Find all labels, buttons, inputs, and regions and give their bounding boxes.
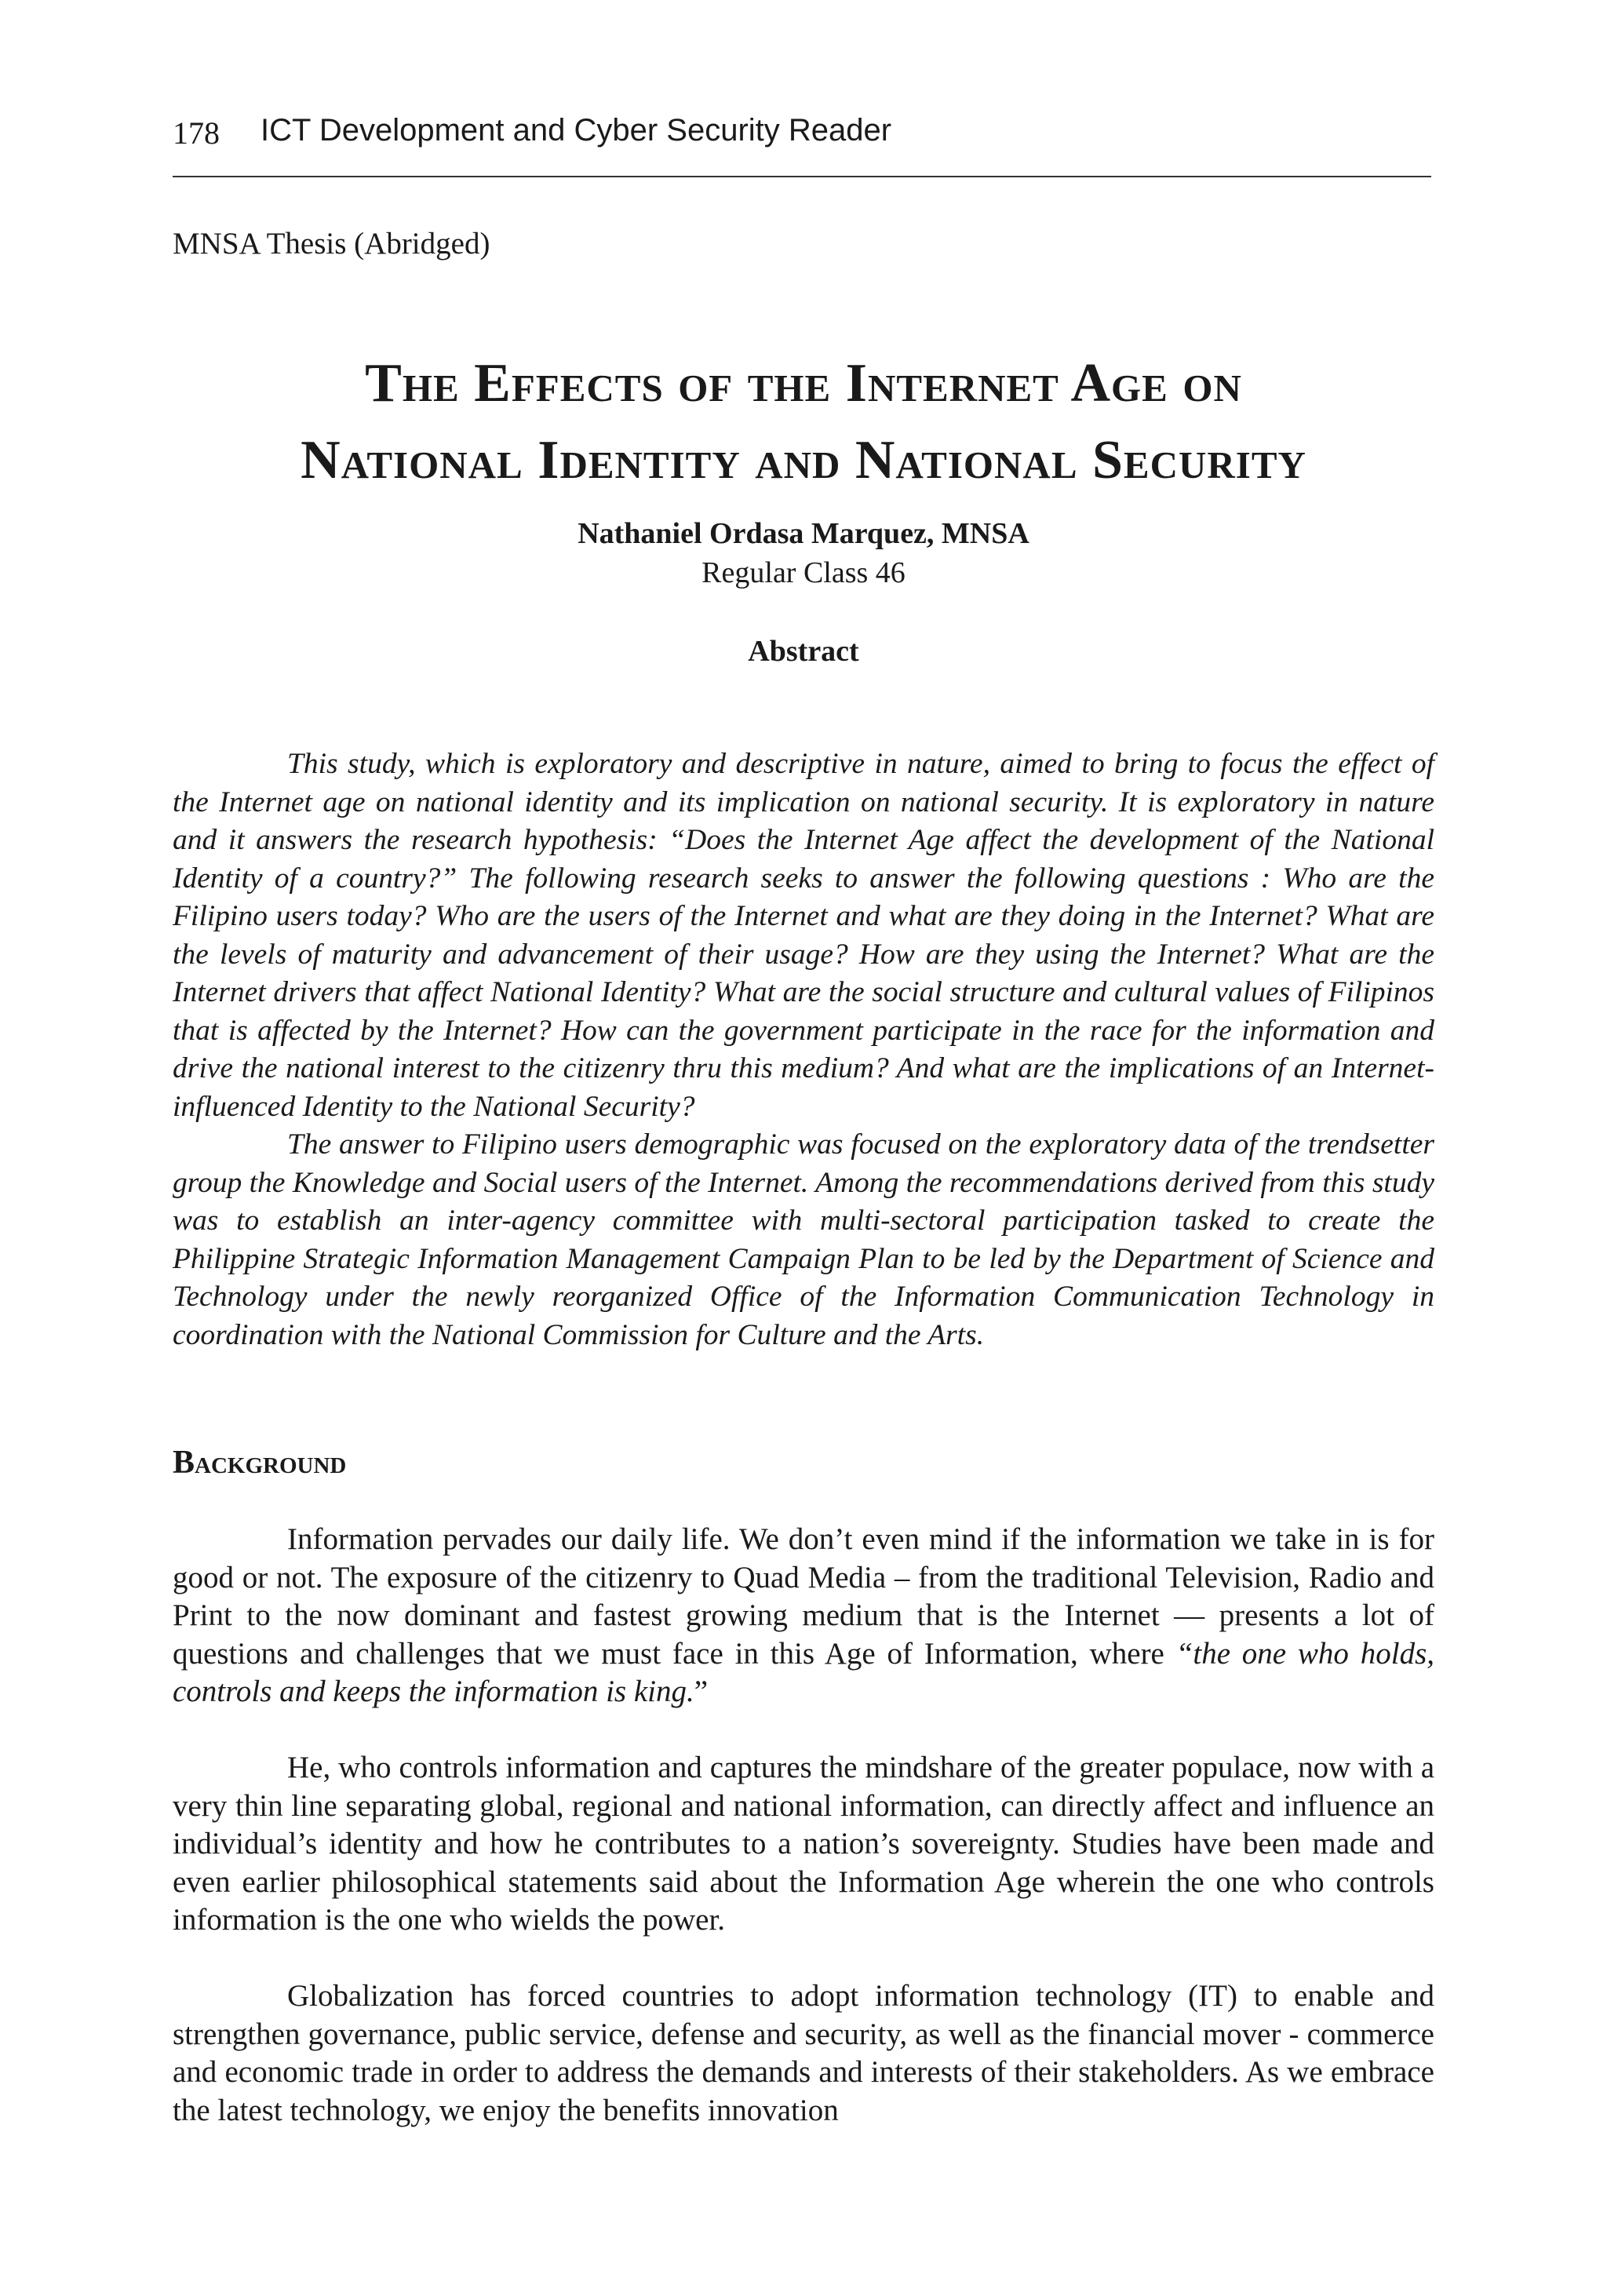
author-class: Regular Class 46	[701, 556, 906, 589]
paper-title-line-1: The Effects of the Internet Age on	[365, 353, 1242, 414]
running-title: ICT Development and Cyber Security Reader	[261, 113, 892, 148]
abstract-heading: Abstract	[748, 635, 859, 668]
abstract-body	[173, 745, 1434, 1354]
background-body	[173, 1521, 1434, 2130]
page-number: 178	[173, 115, 220, 151]
page-header	[173, 110, 1431, 177]
body-quote: “the one who holds, controls and keeps the information is king.	[173, 1636, 1434, 1709]
body-quote-close: ”	[694, 1675, 709, 1709]
background-heading: Background	[173, 1445, 347, 1481]
body-paragraph	[173, 1521, 1434, 1711]
paper-title-line-2: National Identity and National Security	[301, 430, 1306, 490]
body-paragraph-text: Information pervades our daily life. We don’t even mind if the information we take in is for good or not. The exposure of the citizenry to Quad Media – from the traditional Television, Radio and Print to the now dominant and fastest growing medium that is the Internet — presents a lot of questions and challenges that we must face in this Age of Information, where	[173, 1522, 1434, 1671]
abstract-paragraph: The answer to Filipino users demographic was focused on the exploratory data of the trendsetter group the Knowledge and Social users of the Internet. Among the recommendations derived from this study was to establish an inter-agency committee with multi-sectoral participation tasked to create the Philippine Strategic Information Management Campaign Plan to be led by the Department of Science and Technology under the newly reorganized Office of the Information Communication Technology in coordination with the National Commission for Culture and the Arts.	[173, 1128, 1434, 1351]
abstract-paragraph: This study, which is exploratory and descriptive in nature, aimed to bring to focus the effect of the Internet age on national identity and its implication on national security. It is exploratory in nature and it answers the research hypothesis: “Does the Internet Age affect the development of the National Identity of a country?” The following research seeks to answer the following questions : Who are the Filipino users today? Who are the users of the Internet and what are they doing in the Internet? What are the levels of maturity and advancement of their usage? How are they using the Internet? What are the Internet drivers that affect National Identity? What are the social structure and cultural values of Filipinos that is affected by the Internet? How can the government participate in the race for the information and drive the national interest to the citizenry thru this medium? And what are the implications of an Internet-influenced Identity to the National Security?	[173, 748, 1434, 1123]
section-label: MNSA Thesis (Abridged)	[173, 227, 490, 261]
body-paragraph: He, who controls information and captures the mindshare of the greater populace, now with a very thin line separating global, regional and national information, can directly affect and influence an individual’s identity and how he contributes to a nation’s sovereignty. Studies have been made and even earlier philosophical statements said about the Information Age wherein the one who controls information is the one who wields the power.	[173, 1750, 1434, 1937]
author-name: Nathaniel Ordasa Marquez, MNSA	[578, 517, 1029, 550]
body-paragraph: Globalization has forced countries to adopt information technology (IT) to enable and strengthen governance, public service, defense and security, as well as the financial mover - commerce and economic trade in order to address the demands and interests of their stakeholders. As we embrace the latest technology, we enjoy the benefits innovation	[173, 1978, 1434, 2127]
paper-title	[0, 345, 1607, 499]
